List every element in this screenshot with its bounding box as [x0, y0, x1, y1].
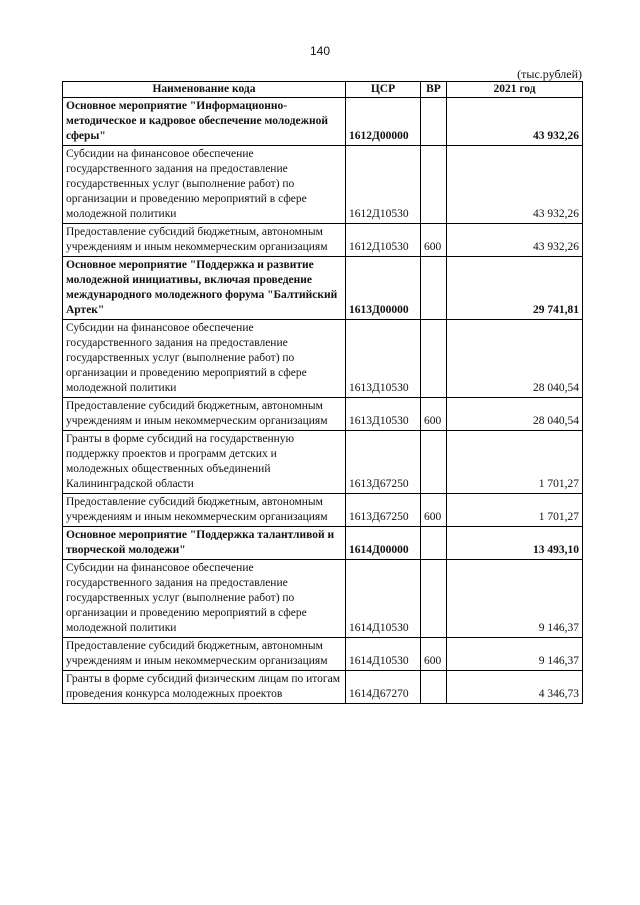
budget-table — [62, 81, 583, 704]
row-amount-cell: 1 701,27 — [447, 494, 583, 527]
row-name-cell: Субсидии на финансовое обеспечение государственного задания на предоставление государственных услуг (выполнение работ) по организации и проведению мероприятий в сфере молодежной политики — [63, 560, 346, 638]
row-vr-cell: 600 — [421, 398, 447, 431]
row-amount-cell: 43 932,26 — [447, 224, 583, 257]
table-row — [63, 671, 583, 704]
row-vr-cell — [421, 560, 447, 638]
row-csr-cell: 1614Д10530 — [346, 638, 421, 671]
units-label: (тыс.рублей) — [517, 67, 582, 81]
table-row — [63, 560, 583, 638]
row-csr-cell: 1614Д00000 — [346, 527, 421, 560]
row-vr-cell — [421, 146, 447, 224]
header-year: 2021 год — [447, 82, 583, 98]
row-amount-cell: 43 932,26 — [447, 146, 583, 224]
row-name-cell: Предоставление субсидий бюджетным, автономным учреждениям и иным некоммерческим организациям — [63, 398, 346, 431]
row-amount-cell: 28 040,54 — [447, 398, 583, 431]
row-name-cell: Предоставление субсидий бюджетным, автономным учреждениям и иным некоммерческим организациям — [63, 638, 346, 671]
row-name-cell: Предоставление субсидий бюджетным, автономным учреждениям и иным некоммерческим организациям — [63, 224, 346, 257]
row-csr-cell: 1613Д10530 — [346, 320, 421, 398]
table-row — [63, 146, 583, 224]
row-name-cell: Субсидии на финансовое обеспечение государственного задания на предоставление государственных услуг (выполнение работ) по организации и проведению мероприятий в сфере молодежной политики — [63, 146, 346, 224]
row-vr-cell — [421, 257, 447, 320]
row-csr-cell: 1613Д67250 — [346, 431, 421, 494]
row-vr-cell — [421, 431, 447, 494]
row-amount-cell: 9 146,37 — [447, 638, 583, 671]
row-csr-cell: 1612Д00000 — [346, 98, 421, 146]
row-vr-cell — [421, 320, 447, 398]
row-vr-cell: 600 — [421, 638, 447, 671]
row-amount-cell: 29 741,81 — [447, 257, 583, 320]
row-csr-cell: 1614Д10530 — [346, 560, 421, 638]
header-name: Наименование кода — [63, 82, 346, 98]
table-row — [63, 224, 583, 257]
row-amount-cell: 1 701,27 — [447, 431, 583, 494]
row-name-cell: Предоставление субсидий бюджетным, автономным учреждениям и иным некоммерческим организациям — [63, 494, 346, 527]
table-row — [63, 638, 583, 671]
row-name-cell: Субсидии на финансовое обеспечение государственного задания на предоставление государственных услуг (выполнение работ) по организации и проведению мероприятий в сфере молодежной политики — [63, 320, 346, 398]
row-amount-cell: 28 040,54 — [447, 320, 583, 398]
row-csr-cell: 1613Д10530 — [346, 398, 421, 431]
row-name-cell: Гранты в форме субсидий на государственную поддержку проектов и программ детских и молодежных общественных объединений Калининградской области — [63, 431, 346, 494]
table-row — [63, 431, 583, 494]
row-vr-cell: 600 — [421, 224, 447, 257]
row-csr-cell: 1614Д67270 — [346, 671, 421, 704]
row-csr-cell: 1612Д10530 — [346, 146, 421, 224]
header-vr: ВР — [421, 82, 447, 98]
table-header-row — [63, 82, 583, 98]
table-row — [63, 527, 583, 560]
row-vr-cell: 600 — [421, 494, 447, 527]
row-vr-cell — [421, 527, 447, 560]
row-name-cell: Гранты в форме субсидий физическим лицам по итогам проведения конкурса молодежных проектов — [63, 671, 346, 704]
table-row — [63, 494, 583, 527]
row-vr-cell — [421, 98, 447, 146]
table-row — [63, 257, 583, 320]
row-name-cell: Основное мероприятие "Поддержка талантливой и творческой молодежи" — [63, 527, 346, 560]
row-amount-cell: 13 493,10 — [447, 527, 583, 560]
row-csr-cell: 1613Д67250 — [346, 494, 421, 527]
row-name-cell: Основное мероприятие "Поддержка и развитие молодежной инициативы, включая проведение международного молодежного форума "Балтийский Артек" — [63, 257, 346, 320]
page-number: 140 — [309, 44, 331, 58]
table-row — [63, 320, 583, 398]
row-amount-cell: 4 346,73 — [447, 671, 583, 704]
row-csr-cell: 1612Д10530 — [346, 224, 421, 257]
table-row — [63, 98, 583, 146]
row-vr-cell — [421, 671, 447, 704]
header-csr: ЦСР — [346, 82, 421, 98]
row-amount-cell: 43 932,26 — [447, 98, 583, 146]
table-row — [63, 398, 583, 431]
row-csr-cell: 1613Д00000 — [346, 257, 421, 320]
row-amount-cell: 9 146,37 — [447, 560, 583, 638]
row-name-cell: Основное мероприятие "Информационно-методическое и кадровое обеспечение молодежной сферы" — [63, 98, 346, 146]
table-body — [63, 98, 583, 704]
